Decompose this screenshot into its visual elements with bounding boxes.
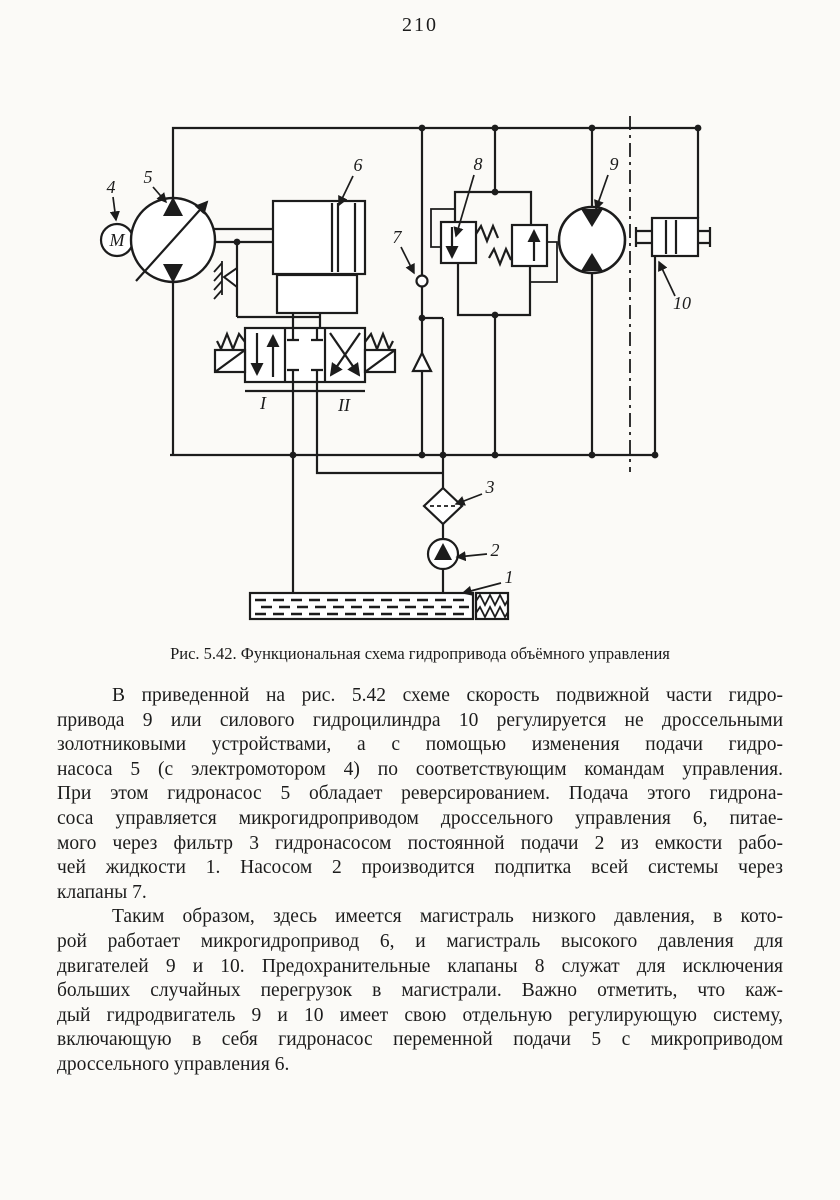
relief-spring-left [476,226,498,241]
tank-symbol [250,593,508,619]
label-position-1: I [260,393,266,413]
text-line: насоса 5 (с электромотором 4) по соответствующим командам управления. [57,758,783,780]
spring-right [365,334,393,349]
label-position-2: II [338,395,350,415]
solenoid-right [365,350,395,372]
filter-symbol [424,488,462,524]
paragraph-1 [57,684,783,905]
solenoid-left [215,350,245,372]
text-line: дроссельного управления 6. [57,1053,290,1075]
paragraph-2 [57,905,783,1077]
label-9: 9 [609,154,619,174]
tank-hatch-block [476,593,508,619]
text-line: включающую в себя гидронасос переменной подачи 5 с микроприводом [57,1029,783,1051]
figure-caption: Рис. 5.42. Функциональная схема гидропривода объёмного управления [170,644,670,663]
label-7: 7 [392,227,402,247]
text-line: чей жидкости 1. Насосом 2 производится подпитка всей системы через [57,857,783,879]
directional-valve-symbol [215,328,395,382]
electric-motor-symbol [101,224,133,256]
text-line: двигателей 9 и 10. Предохранительные клапаны 8 служат для исключения [57,955,783,977]
fixed-support-symbol [214,261,237,299]
text-line: При этом гидронасос 5 обладает реверсированием. Подача этого гидрона- [57,783,783,805]
body-text [57,684,783,1078]
motor-letter: M [109,230,125,250]
text-line: Таким образом, здесь имеется магистраль низкого давления, в кото- [112,906,783,928]
label-1: 1 [504,567,514,587]
power-cylinder-symbol [652,218,698,256]
label-6: 6 [353,155,363,175]
spring-left [217,334,245,349]
label-4: 4 [106,177,116,197]
text-line: клапаны 7. [57,881,147,903]
label-8: 8 [473,154,483,174]
text-line: рой работает микрогидропривод 6, и магистраль высокого давления для [57,930,783,952]
relief-spring-right [489,249,511,264]
text-line: В приведенной на рис. 5.42 схеме скорость подвижной части гидро- [112,685,783,706]
text-line: золотниковыми устройствами, а с помощью изменения подачи гидро- [57,734,783,756]
makeup-pump-symbol [428,539,458,569]
label-10: 10 [673,293,691,313]
variable-pump-symbol [131,197,215,283]
label-3: 3 [485,477,495,497]
relief-valves-symbol [431,192,557,315]
label-5: 5 [143,167,153,187]
label-2: 2 [490,540,500,560]
text-line: соса управляется микрогидроприводом дроссельного управления 6, питае- [57,807,783,829]
text-line: мого через фильтр 3 гидронасосом постоянной подачи 2 из емкости рабо- [57,832,783,854]
control-cylinder-symbol [273,201,365,313]
hydraulic-motor-symbol [559,207,625,273]
page-number: 210 [402,14,438,36]
text-line: привода 9 или силового гидроцилиндра 10 регулируется не дроссельными [57,709,783,731]
text-line: дый гидродвигатель 9 и 10 имеет свою отдельную регулирующую систему, [57,1004,783,1026]
text-line: больших случайных перегрузок в магистрали. Важно отметить, что каж- [57,980,783,1002]
